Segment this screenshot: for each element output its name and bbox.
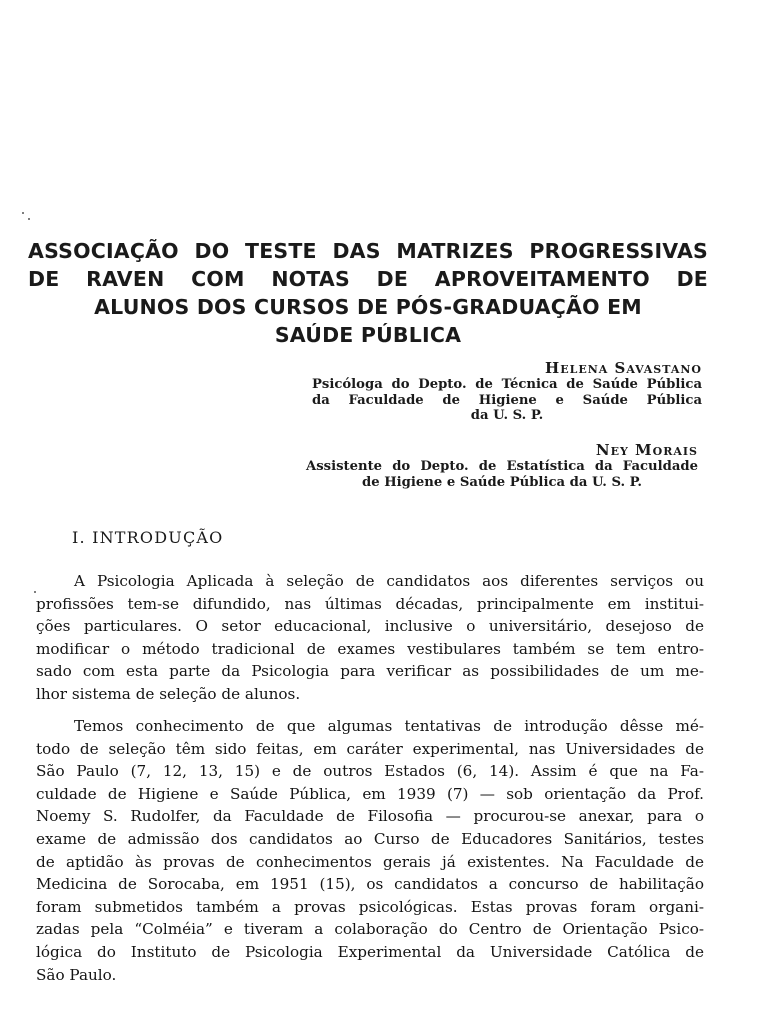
title-line: SAÚDE PÚBLICA [274, 323, 462, 347]
article-title [28, 237, 708, 349]
affiliation-line: da U. S. P. [470, 408, 544, 423]
paragraph-line: foram submetidos também a provas psicológicas. Estas provas foram organi- [36, 897, 704, 916]
paragraph-line: ções particulares. O setor educacional, inclusive o universitário, desejoso de [36, 617, 704, 636]
body-paragraph [36, 570, 704, 706]
author-affiliation [306, 459, 698, 490]
paragraph-line: zadas pela “Colméia” e tiveram a colaboração do Centro de Orientação Psico- [36, 920, 704, 939]
title-line: DE RAVEN COM NOTAS DE APROVEITAMENTO DE [28, 267, 708, 291]
paragraph-line: lhor sistema de seleção de alunos. [36, 684, 301, 703]
affiliation-line: Assistente do Depto. de Estatística da Faculdade [306, 459, 698, 474]
body-paragraph [36, 715, 704, 986]
author-affiliation [312, 377, 702, 424]
paragraph-line: lógica do Instituto de Psicologia Experimental da Universidade Católica de [36, 942, 704, 961]
paragraph-line: profissões tem-se difundido, nas últimas décadas, principalmente em institui- [36, 594, 704, 613]
paragraph-line: A Psicologia Aplicada à seleção de candidatos aos diferentes serviços ou [74, 572, 704, 590]
affiliation-line: Psicóloga do Depto. de Técnica de Saúde Pública [312, 377, 702, 392]
affiliation-line: da Faculdade de Higiene e Saúde Pública [312, 392, 702, 408]
paragraph-line: modificar o método tradicional de exames vestibulares também se tem entro- [36, 639, 704, 658]
paragraph-line: de aptidão às provas de conhecimentos gerais já existentes. Na Faculdade de [36, 852, 704, 871]
author-name: Helena Savastano [545, 359, 702, 377]
author-block [312, 360, 702, 424]
scan-speck [28, 218, 30, 220]
section-heading: I. INTRODUÇÃO [72, 528, 224, 547]
title-line: ALUNOS DOS CURSOS DE PÓS-GRADUAÇÃO EM [94, 295, 642, 319]
paragraph-line: exame de admissão dos candidatos ao Curso de Educadores Sanitários, testes [36, 829, 704, 848]
author-name: Ney Morais [595, 441, 698, 459]
affiliation-line: de Higiene e Saúde Pública da U. S. P. [362, 474, 642, 490]
paragraph-line: sado com esta parte da Psicologia para verificar as possibilidades de um me- [36, 662, 704, 681]
paragraph-line: São Paulo. [36, 965, 117, 984]
paragraph-line: todo de seleção têm sido feitas, em caráter experimental, nas Universidades de [36, 739, 704, 758]
paragraph-line: São Paulo (7, 12, 13, 15) e de outros Estados (6, 14). Assim é que na Fa- [36, 762, 704, 781]
author-block [306, 442, 698, 490]
paragraph-line: Medicina de Sorocaba, em 1951 (15), os candidatos a concurso de habilitação [36, 875, 704, 894]
paragraph-line: Temos conhecimento de que algumas tentativas de introdução dêsse mé- [74, 717, 704, 735]
scan-speck [22, 212, 24, 214]
title-line: ASSOCIAÇÃO DO TESTE DAS MATRIZES PROGRESSIVAS [28, 239, 708, 263]
paragraph-line: culdade de Higiene e Saúde Pública, em 1939 (7) — sob orientação da Prof. [36, 784, 704, 803]
paragraph-line: Noemy S. Rudolfer, da Faculdade de Filosofia — procurou-se anexar, para o [36, 807, 704, 826]
